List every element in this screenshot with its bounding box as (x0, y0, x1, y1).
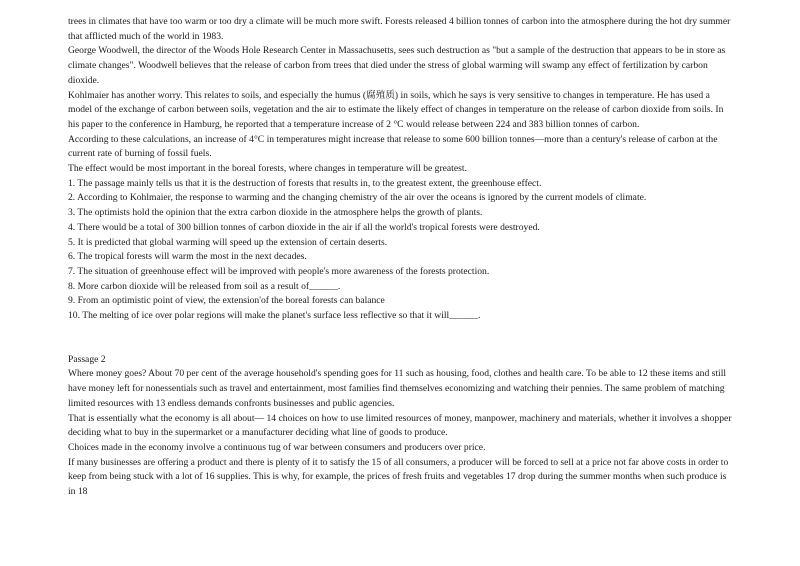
paragraph: That is essentially what the economy is all about— 14 choices on how to use limited resources of money, manpower, machinery and materials, whether it involves a shopper deciding what to buy in the supermarket or a manufacturer deciding what line of goods to produce. (68, 412, 732, 439)
paragraph: According to these calculations, an increase of 4°C in temperatures might increase that release to some 600 billion tonnes—more than a century's release of carbon at the current rate of burning of fossil fuels. (68, 133, 718, 160)
question-item: 8. More carbon dioxide will be released from soil as a result of______. (68, 280, 341, 292)
question-list (68, 177, 732, 324)
question-item: 10. The melting of ice over polar regions will make the planet's surface less reflective so that it will______. (68, 310, 481, 322)
paragraph: Choices made in the economy involve a continuous tug of war between consumers and producers over price. (68, 441, 486, 453)
question-item: 2. According to Kohlmaier, the response to warming and the changing chemistry of the air over the oceans is ignored by the current models of climate. (68, 192, 647, 204)
paragraph: Kohlmaier has another worry. This relates to soils, and especially the humus (腐殖质) in soils, which he says is very sensitive to changes in temperature. He has used a model of the exchange of carbon between soils, vegetation and the air to estimate the likely effect of changes in temperature on the release of carbon dioxide from soils. In his paper to the conference in Hamburg, he reported that a temperature increase of 2 °C would release between 224 and 383 billion tonnes of carbon. (68, 89, 724, 130)
question-item: 3. The optimists hold the opinion that the extra carbon dioxide in the atmosphere helps the growth of plants. (68, 207, 483, 219)
paragraph: Where money goes? About 70 per cent of the average household's spending goes for 11 such as housing, food, clothes and health care. To be able to 12 these items and still have money left for nonessentials such as travel and entertainment, most families find themselves economizing and watching their pennies. The same problem of matching limited resources with 13 endless demands confronts businesses and public agencies. (68, 368, 727, 409)
question-item: 5. It is predicted that global warming will speed up the extension of certain deserts. (68, 236, 388, 248)
paragraph: The effect would be most important in the boreal forests, where changes in temperature will be greatest. (68, 163, 467, 175)
paragraph: If many businesses are offering a product and there is plenty of it to satisfy the 15 of all consumers, a producer will be forced to sell at a price not far above costs in order to keep from being stuck with a lot of 16 supplies. This is why, for example, the prices of fresh fruits and vegetables 17 drop during the summer months when such produce is in 18 (68, 456, 729, 498)
question-item: 9. From an optimistic point of view, the extension'of the boreal forests can balance (68, 295, 385, 307)
paragraph: trees in climates that have too warm or too dry a climate will be much more swift. Forests released 4 billion tonnes of carbon into the atmosphere during the hot dry summer that afflicted much of the world in 1983. (68, 16, 731, 42)
question-item: 7. The situation of greenhouse effect will be improved with people's more awareness of the forests protection. (68, 265, 490, 277)
document-page (68, 15, 732, 500)
question-item: 4. There would be a total of 300 billion tonnes of carbon dioxide in the air if all the world's tropical forests were destroyed. (68, 221, 540, 233)
passage-heading: Passage 2 (68, 353, 106, 365)
passage-2 (68, 353, 732, 500)
paragraph: George Woodwell, the director of the Woods Hole Research Center in Massachusetts, sees such destruction as "but a sample of the destruction that appears to be in store as climate changes". Woodwell believes that the release of carbon from trees that died under the stress of global warming will swamp any effect of fertilization by carbon dioxide. (68, 45, 726, 86)
question-item: 6. The tropical forests will warm the most in the next decades. (68, 251, 307, 263)
question-item: 1. The passage mainly tells us that it is the destruction of forests that results in, to the greatest extent, the greenhouse effect. (68, 177, 542, 189)
section-spacer (68, 324, 732, 353)
passage-1 (68, 15, 732, 324)
